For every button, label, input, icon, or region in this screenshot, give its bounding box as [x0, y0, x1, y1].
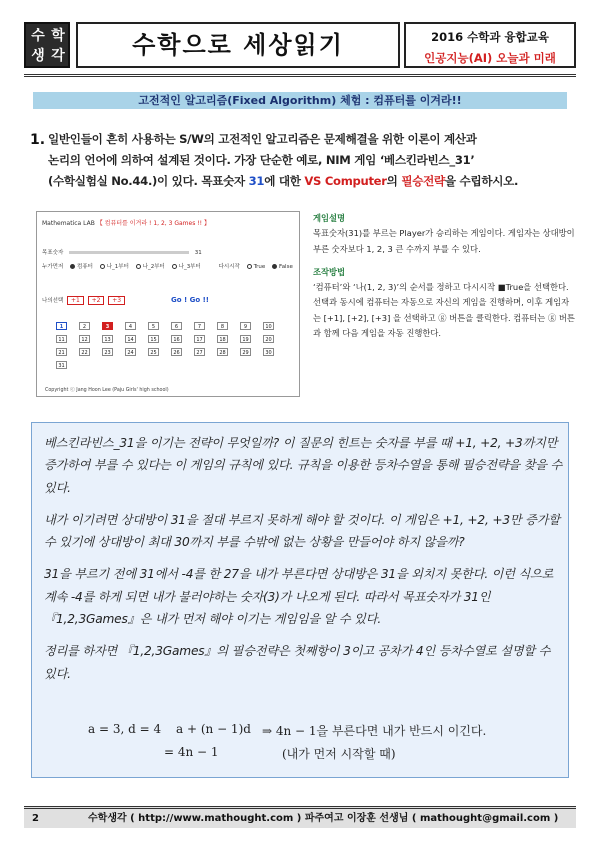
app-copyright: Copyright ⓒ Jang Hoon Lee (Paju Girls' high school) [45, 388, 169, 393]
math-note: (내가 먼저 시작할 때) [282, 747, 396, 761]
number-cell: 3 [102, 322, 113, 330]
game-heading: 게임설명 [313, 213, 346, 223]
game-text: 목표숫자(31)를 부르는 Player가 승리하는 게임이다. 게임자는 상대방이 부른 숫자보다 1, 2, 3 큰 수까지 부를 수 있다. [313, 228, 575, 254]
section-banner: 고전적인 알고리즘(Fixed Algorithm) 체험 : 컴퓨터를 이겨라!! [33, 92, 567, 109]
restart-option: False [279, 264, 293, 270]
app-title [42, 218, 210, 227]
target-label: 목표숫자 [42, 250, 64, 256]
number-cell: 25 [148, 348, 159, 356]
number-cell: 4 [125, 322, 136, 330]
number-cell: 19 [240, 335, 251, 343]
number-cell: 18 [217, 335, 228, 343]
number-cell: 24 [125, 348, 136, 356]
logo-char: 생 [31, 48, 45, 64]
choice-row [42, 296, 125, 305]
logo-char: 각 [51, 48, 65, 64]
math-params: a = 3, d = 4 [88, 722, 162, 736]
vs-computer: VS Computer [304, 174, 387, 188]
target-slider[interactable] [69, 251, 189, 254]
target-number: 31 [248, 174, 265, 188]
subtitle-line1: 2016 수학과 융합교육 [431, 30, 549, 44]
number-cell: 1 [56, 322, 67, 330]
side-explanation [313, 211, 577, 341]
number-cell: 26 [171, 348, 182, 356]
order-label: 누가먼저 [42, 264, 64, 270]
order-option: 나_2부터 [142, 264, 165, 270]
restart-label: 다시시작 [218, 264, 240, 270]
number-cell: 6 [171, 322, 182, 330]
math-conclusion: ⇒ 4n − 1을 부른다면 내가 반드시 이긴다. [262, 724, 487, 738]
header-divider [24, 74, 576, 77]
app-title-prefix: Mathematica LAB [42, 220, 97, 227]
number-cell: 5 [148, 322, 159, 330]
footer-credit: 수학생각 ( http://www.mathought.com ) 파주여고 이장훈 선생님 ( mathought@gmail.com ) [88, 813, 559, 824]
question-line: 일반인들이 흔히 사용하는 S/W의 고전적인 알고리즘은 문제해결을 위한 이론이 계산과 [48, 132, 477, 146]
number-cell: 21 [56, 348, 67, 356]
winning-strategy: 필승전략 [401, 174, 445, 188]
number-cell: 31 [56, 361, 67, 369]
number-cell: 29 [240, 348, 251, 356]
app-title-main: 【 컴퓨터를 이겨라 ! 1, 2, 3 Games !! 】 [96, 220, 210, 227]
number-cell: 23 [102, 348, 113, 356]
page-number: 2 [32, 813, 39, 824]
explanation-paragraph: 내가 이기려면 상대방이 31을 절대 부르지 못하게 해야 할 것이다. 이 게임은 +1, +2, +3만 증가할 수 있기에 상대방이 최대 30까지 부를 수밖에 없는 상황을 만들어야 하지 않을까? [44, 512, 560, 550]
control-text: ‘컴퓨터’와 ‘나(1, 2, 3)’의 순서를 정하고 다시시작 ■True을 선택한다. 선택과 동시에 컴퓨터는 자동으로 자신의 게임을 진행하며, 이후 게임자는 [+1], [+2], [+3] 을 선택하고 ⓖ 버튼을 클릭한다. 컴퓨터는 ⓖ 버튼과 함께 다음 게임을 자동 진행한다. [313, 282, 575, 339]
page-header [24, 22, 576, 72]
radio-icon[interactable] [70, 264, 75, 269]
number-cell: 13 [102, 335, 113, 343]
question-text-part: 에 대한 [264, 174, 305, 188]
logo-char: 학 [51, 28, 65, 44]
number-cell: 17 [194, 335, 205, 343]
number-cell: 22 [79, 348, 90, 356]
order-option: 나_3부터 [178, 264, 201, 270]
order-row [42, 262, 293, 270]
number-cell: 20 [263, 335, 274, 343]
number-cell: 8 [217, 322, 228, 330]
page-footer [24, 806, 576, 828]
subtitle-line2: 인공지능(AI) 오늘과 미래 [424, 51, 556, 65]
radio-icon[interactable] [136, 264, 141, 269]
number-cell: 12 [79, 335, 90, 343]
explanation-paragraph: 정리를 하자면 『1,2,3Games』의 필승전략은 첫째항이 3이고 공차가 4인 등차수열로 설명할 수 있다. [44, 644, 551, 681]
radio-icon[interactable] [247, 264, 252, 269]
target-row [42, 248, 202, 256]
radio-icon[interactable] [172, 264, 177, 269]
page-title: 수학으로 세상읽기 [76, 22, 400, 68]
question-text-part: 의 [386, 174, 402, 188]
number-cell: 27 [194, 348, 205, 356]
number-cell: 30 [263, 348, 274, 356]
question-text-part: 을 수립하시오. [444, 174, 519, 188]
control-heading: 조작방법 [313, 266, 346, 277]
number-cell: 7 [194, 322, 205, 330]
math-result: = 4n − 1 [164, 745, 219, 759]
plus2-button[interactable]: +2 [88, 296, 105, 305]
go-button[interactable]: Go ! Go !! [171, 296, 209, 304]
explanation-paragraph: 31을 부르기 전에 31에서 -4를 한 27을 내가 부른다면 상대방은 31을 외치지 못한다. 이런 식으로 계속 -4를 하게 되면 내가 불러야하는 숫자(3)가 나오게 된다. 따라서 목표숫자가 31인 『1,2,3Games』은 내가 먼저 해야 이기는 게임임을 알 수 있다. [44, 567, 554, 627]
question-line: 논리의 언어에 의하여 설계된 것이다. 가장 단순한 예로, NIM 게임 ‘베스킨라빈스_31’ [48, 153, 475, 167]
math-general-term: a + (n − 1)d [176, 722, 251, 736]
explanation-text [44, 432, 564, 695]
explanation-paragraph: 베스킨라빈스_31을 이기는 전략이 무엇일까? 이 질문의 힌트는 숫자를 부를 때 +1, +2, +3까지만 증가하여 부를 수 있다는 이 게임의 규칙에 있다. 규칙을 이용한 등차수열을 통해 필승전략을 찾을 수 있다. [44, 436, 563, 495]
my-choice-label: 나의선택 [42, 298, 64, 304]
plus3-button[interactable]: +3 [108, 296, 125, 305]
question-text-part: (수학실험실 No.44.)이 있다. 목표숫자 [48, 174, 249, 188]
number-cell: 2 [79, 322, 90, 330]
number-cell: 14 [125, 335, 136, 343]
number-cell: 11 [56, 335, 67, 343]
logo [24, 22, 70, 68]
number-cell: 16 [171, 335, 182, 343]
radio-icon[interactable] [100, 264, 105, 269]
plus1-button[interactable]: +1 [67, 296, 84, 305]
number-cell: 9 [240, 322, 251, 330]
number-cell: 28 [217, 348, 228, 356]
number-cell: 15 [148, 335, 159, 343]
radio-icon[interactable] [272, 264, 277, 269]
subtitle-box [404, 22, 576, 68]
order-option: 나_1부터 [106, 264, 129, 270]
target-value: 31 [194, 250, 202, 256]
logo-char: 수 [31, 28, 45, 44]
question-number: 1. [30, 132, 46, 148]
order-option: 컴퓨터 [77, 264, 93, 270]
restart-option: True [253, 264, 266, 270]
question-text [48, 129, 576, 192]
app-screenshot [36, 211, 300, 397]
question-line [48, 171, 576, 192]
number-cell: 10 [263, 322, 274, 330]
